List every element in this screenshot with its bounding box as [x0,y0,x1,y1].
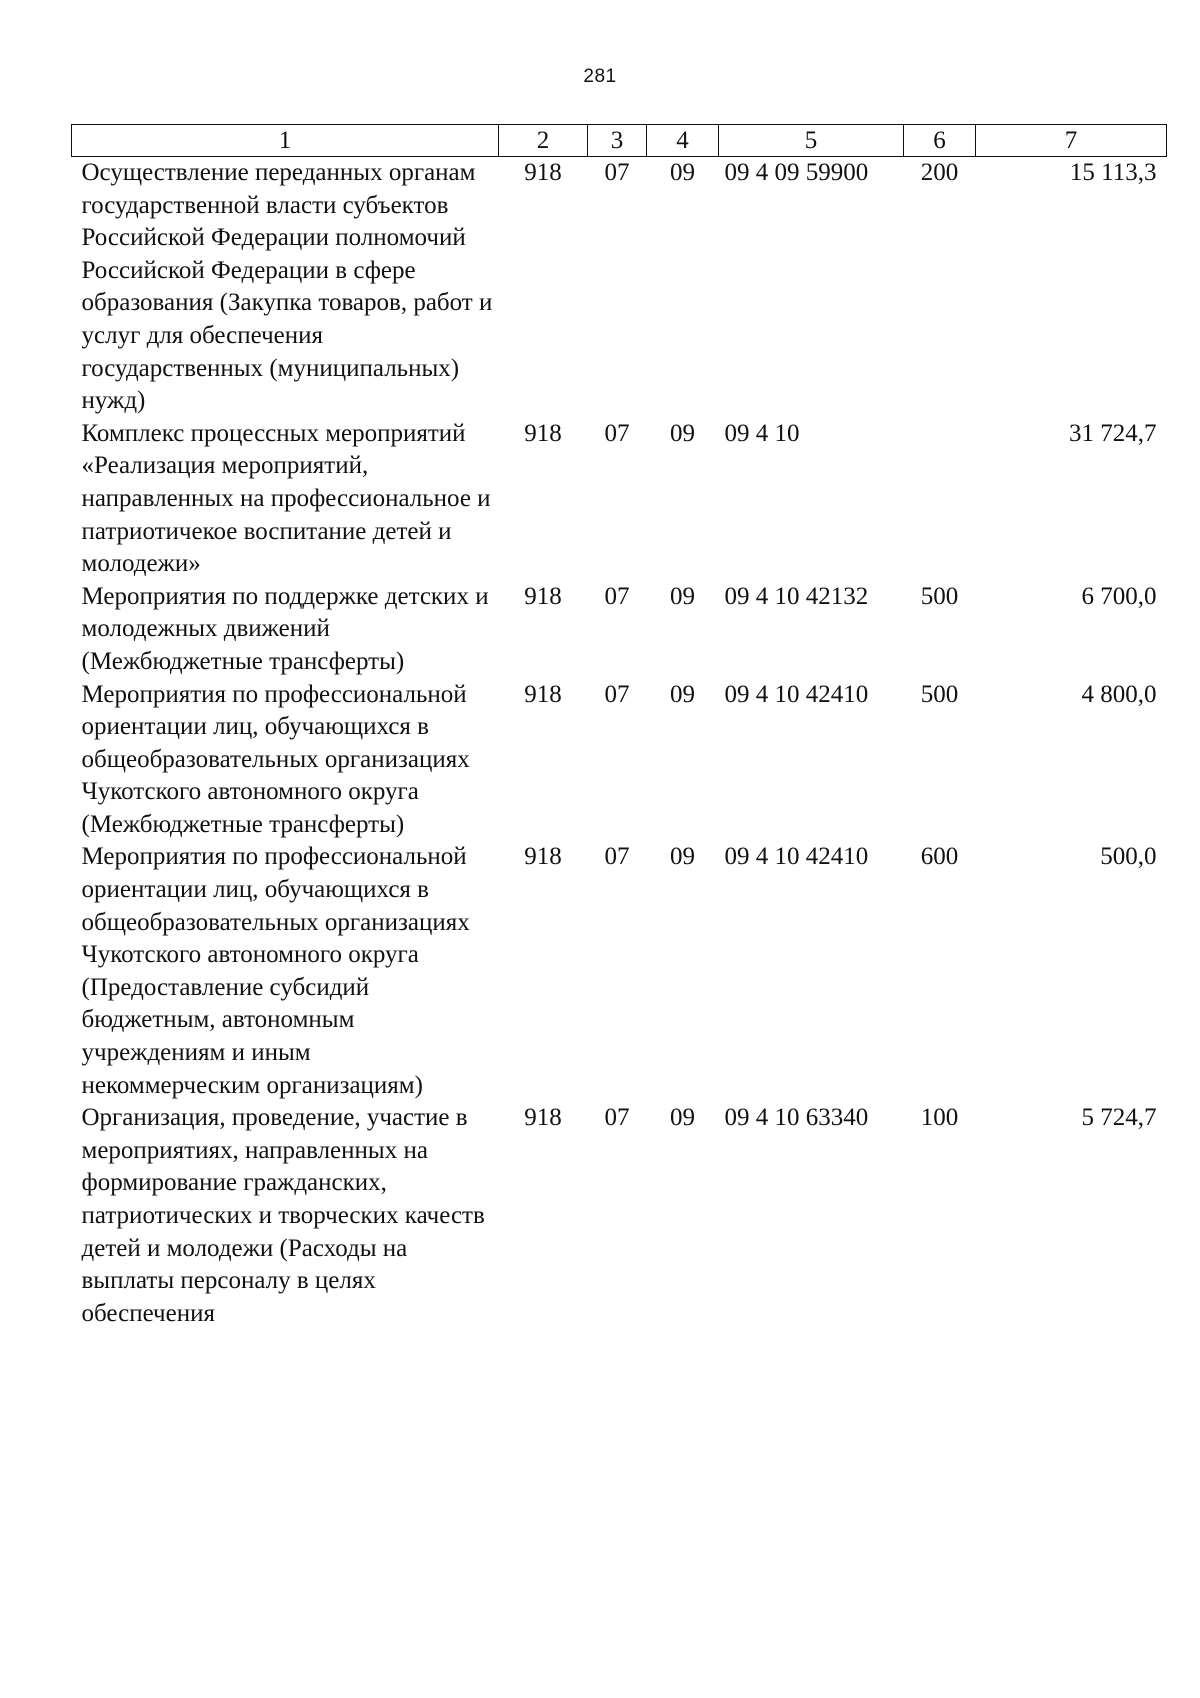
expense-type-code: 200 [920,159,959,186]
expense-type-code: 600 [920,843,959,871]
section-code: 07 [604,582,630,610]
table-row [72,157,1167,418]
budget-table [71,124,1167,1330]
table-row [72,679,1167,842]
expense-type-code: 500 [920,680,959,708]
section-code: 07 [604,680,630,708]
section-code: 07 [604,159,630,186]
amount: 31 724,7 [1069,419,1157,447]
expense-name: Организация, проведение, участие в мероприятиях, направленных на формирование гражданских, патриотических и творческих качеств детей и молодежи (Расходы на выплаты персоналу в целях обеспечения [81,1104,485,1327]
subsection-code: 09 [670,680,695,708]
section-code: 07 [604,843,630,871]
expense-type-code: 500 [920,582,959,610]
page-number: 281 [583,66,617,87]
target-article-code: 09 4 10 [724,419,800,447]
amount: 500,0 [1100,843,1157,871]
grbs-code: 918 [524,159,562,186]
column-header-4: 4 [647,125,719,157]
target-article-code: 09 4 09 59900 [724,159,869,186]
subsection-code: 09 [670,843,695,871]
grbs-code: 918 [524,582,562,610]
grbs-code: 918 [524,680,562,708]
table-row [72,1102,1167,1330]
target-article-code: 09 4 10 42410 [724,843,869,871]
subsection-code: 09 [670,1104,695,1132]
column-header-3: 3 [588,125,647,157]
target-article-code: 09 4 10 42410 [724,680,869,708]
column-header-2: 2 [499,125,588,157]
section-code: 07 [604,419,630,447]
target-article-code: 09 4 10 42132 [724,582,869,610]
table-row [72,581,1167,679]
column-header-7: 7 [976,125,1167,157]
expense-name: Осуществление переданных органам государственной власти субъектов Российской Федерации полномочий Российской Федерации в сфере образования (Закупка товаров, работ и услуг для обеспечения государственных (муниципальных) нужд) [81,159,493,415]
expense-type-code: 100 [920,1104,959,1132]
amount: 6 700,0 [1081,582,1157,610]
target-article-code: 09 4 10 63340 [724,1104,869,1132]
grbs-code: 918 [524,1104,562,1132]
table-row [72,841,1167,1102]
expense-type-code [904,418,976,581]
amount: 5 724,7 [1081,1104,1157,1132]
column-header-1: 1 [72,125,499,157]
expense-name: Комплекс процессных мероприятий «Реализация мероприятий, направленных на профессиональное и патриотичекое воспитание детей и молодежи» [81,419,491,578]
column-header-5: 5 [719,125,904,157]
subsection-code: 09 [670,159,695,186]
amount: 4 800,0 [1081,680,1157,708]
subsection-code: 09 [670,419,695,447]
expense-name: Мероприятия по профессиональной ориентации лиц, обучающихся в общеобразовательных организациях Чукотского автономного округа (Предоставление субсидий бюджетным, автономным учреждениям и иным некоммерческим организациям) [81,843,470,1099]
subsection-code: 09 [670,582,695,610]
table-header [72,125,1167,157]
grbs-code: 918 [524,419,562,447]
expense-name: Мероприятия по поддержке детских и молодежных движений (Межбюджетные трансферты) [81,582,489,675]
column-header-6: 6 [904,125,976,157]
expense-name: Мероприятия по профессиональной ориентации лиц, обучающихся в общеобразовательных организациях Чукотского автономного округа (Межбюджетные трансферты) [81,680,470,838]
amount: 15 113,3 [1069,159,1157,186]
section-code: 07 [604,1104,630,1132]
table-row [72,418,1167,581]
grbs-code: 918 [524,843,562,871]
